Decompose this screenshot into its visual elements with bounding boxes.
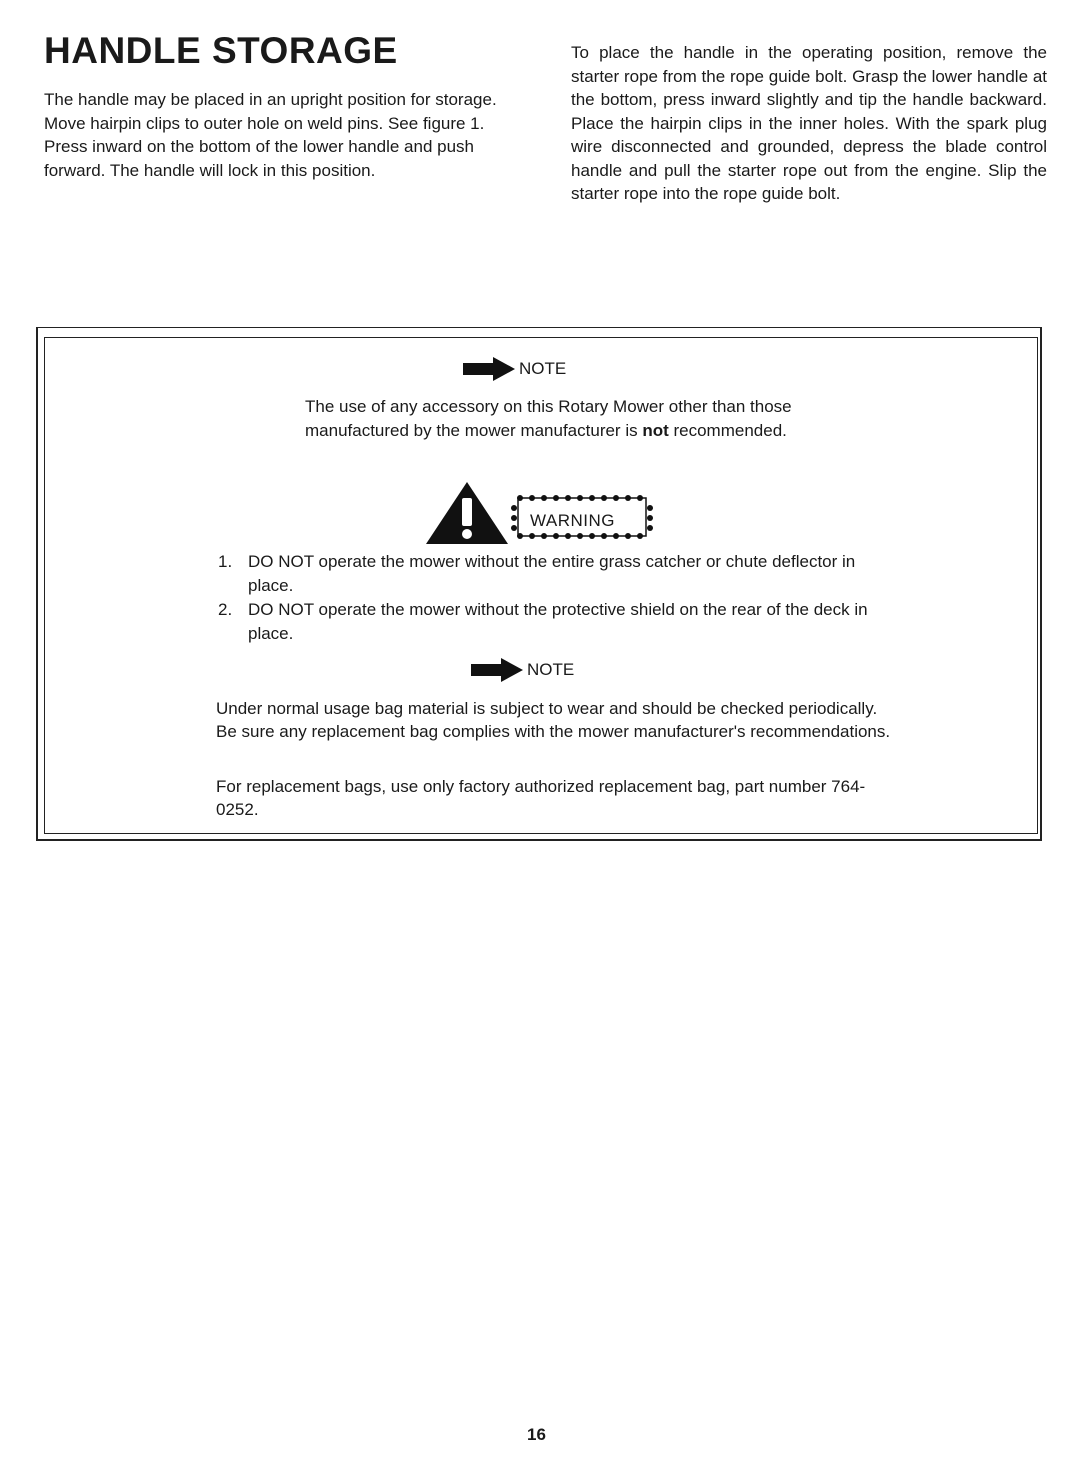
arrow-pointer-icon <box>463 357 515 381</box>
note-label: NOTE <box>519 359 567 378</box>
note-label: NOTE <box>527 660 575 679</box>
warning-item-number: 1. <box>218 552 233 571</box>
warning-item-text: DO NOT operate the mower without the entire grass catcher or chute deflector in place. <box>248 552 856 595</box>
storage-instructions: The handle may be placed in an upright position for storage. Move hairpin clips to outer hole on weld pins. See figure 1. Press inward on the bottom of the lower handle and push forward. The handle will lock in this position. <box>44 90 497 180</box>
section-title: HANDLE STORAGE <box>44 30 398 71</box>
page-number: 16 <box>527 1425 546 1444</box>
accessory-note-end: recommended. <box>668 421 787 440</box>
warning-triangle-icon <box>424 480 510 546</box>
warning-item <box>218 598 903 645</box>
operating-position-instructions: To place the handle in the operating position, remove the starter rope from the rope guide bolt. Grasp the lower handle at the bottom, press inward slightly and tip the handle backward. Place the hairpin clips in the inner holes. With the spark plug wire disconnected and grounded, depress the blade control handle and pull the starter rope out from the engine. Slip the starter rope into the rope guide bolt. <box>571 43 1047 203</box>
note-header <box>463 357 566 381</box>
replacement-bag-note: For replacement bags, use only factory authorized replacement bag, part number 764-0252. <box>216 777 866 819</box>
warning-label: WARNING <box>530 511 616 530</box>
accessory-note-text: The use of any accessory on this Rotary Mower other than those manufactured by the mower manufacturer is <box>305 397 792 440</box>
note-header <box>471 658 574 682</box>
warning-header <box>424 480 664 546</box>
accessory-note-emphasis: not <box>642 421 669 440</box>
warning-item-text: DO NOT operate the mower without the protective shield on the rear of the deck in place. <box>248 600 868 643</box>
warning-list <box>218 550 903 646</box>
bag-wear-note: Under normal usage bag material is subject to wear and should be checked periodically. Be sure any replacement bag complies with the mower manufacturer's recommendations. <box>216 699 891 741</box>
warning-item <box>218 550 903 597</box>
arrow-pointer-icon <box>471 658 523 682</box>
warning-item-number: 2. <box>218 600 233 619</box>
accessory-note <box>305 395 805 443</box>
